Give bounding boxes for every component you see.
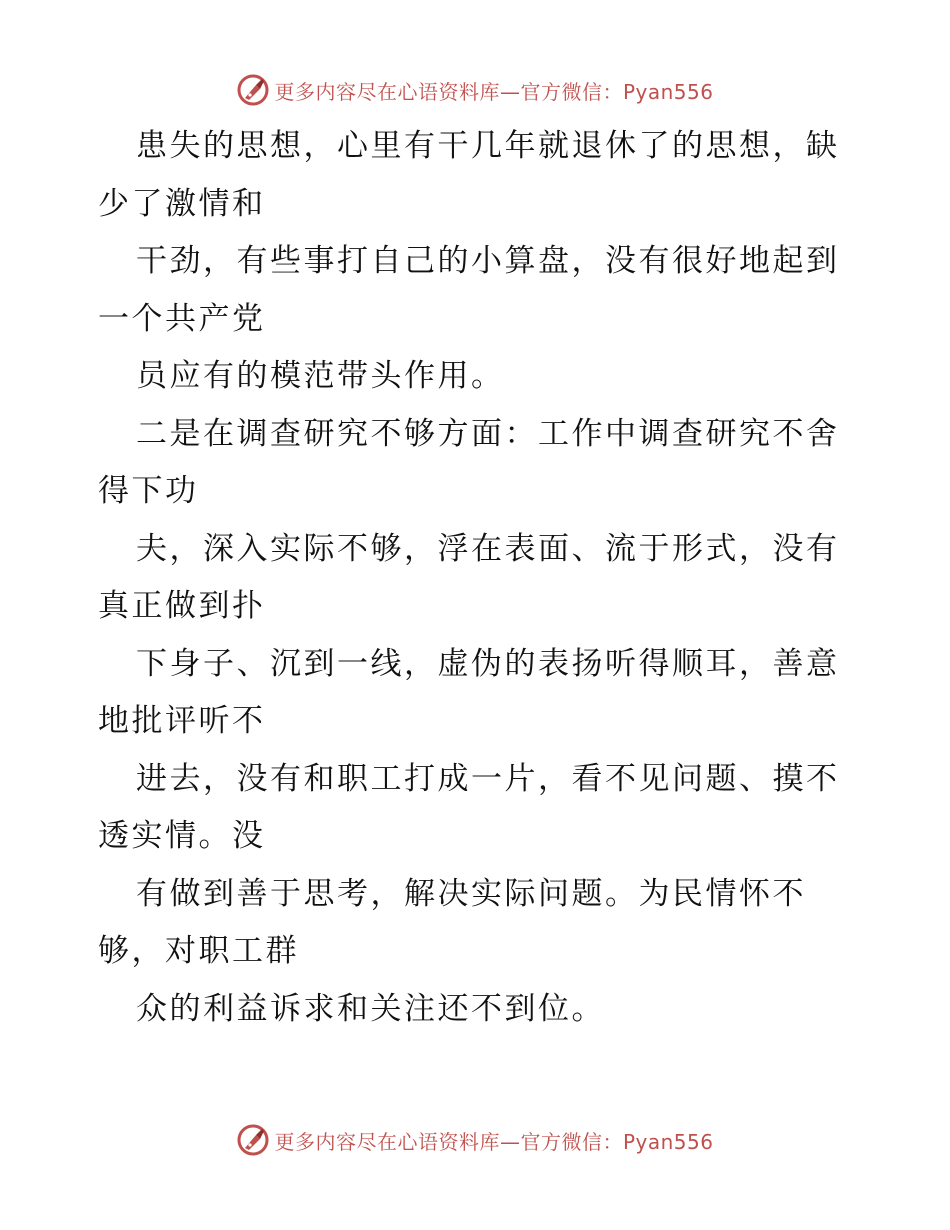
text-line: 夫，深入实际不够，浮在表面、流于形式，没有 xyxy=(136,530,840,567)
footer-banner xyxy=(0,1120,950,1160)
text-line: 进去，没有和职工打成一片，看不见问题、摸不 xyxy=(136,760,840,797)
document-body xyxy=(98,118,858,1038)
header-banner-text: 更多内容尽在心语资料库—官方微信：Pyan556 xyxy=(274,79,714,104)
fountain-pen-logo-icon xyxy=(236,73,270,107)
text-line: 众的利益诉求和关注还不到位。 xyxy=(136,990,605,1027)
text-line: 真正做到扑 xyxy=(98,588,266,624)
text-line: 有做到善于思考，解决实际问题。为民情怀不 xyxy=(136,875,806,912)
text-line: 干劲，有些事打自己的小算盘，没有很好地起到 xyxy=(136,243,840,279)
text-line: 下身子、沉到一线，虚伪的表扬听得顺耳，善意 xyxy=(136,645,840,682)
text-line: 少了激情和 xyxy=(98,185,266,222)
text-line: 透实情。没 xyxy=(98,818,266,854)
text-line: 患失的思想，心里有干几年就退休了的思想，缺 xyxy=(136,128,840,164)
footer-banner-text: 更多内容尽在心语资料库—官方微信：Pyan556 xyxy=(274,1129,714,1154)
text-line: 一个共产党 xyxy=(98,300,266,337)
text-line: 二是在调查研究不够方面：工作中调查研究不舍 xyxy=(136,415,840,452)
text-line: 得下功 xyxy=(98,473,199,509)
text-line: 够，对职工群 xyxy=(98,933,299,969)
header-banner xyxy=(0,70,950,110)
text-line: 地批评听不 xyxy=(98,703,266,739)
fountain-pen-logo-icon xyxy=(236,1123,270,1157)
text-line: 员应有的模范带头作用。 xyxy=(136,358,505,394)
